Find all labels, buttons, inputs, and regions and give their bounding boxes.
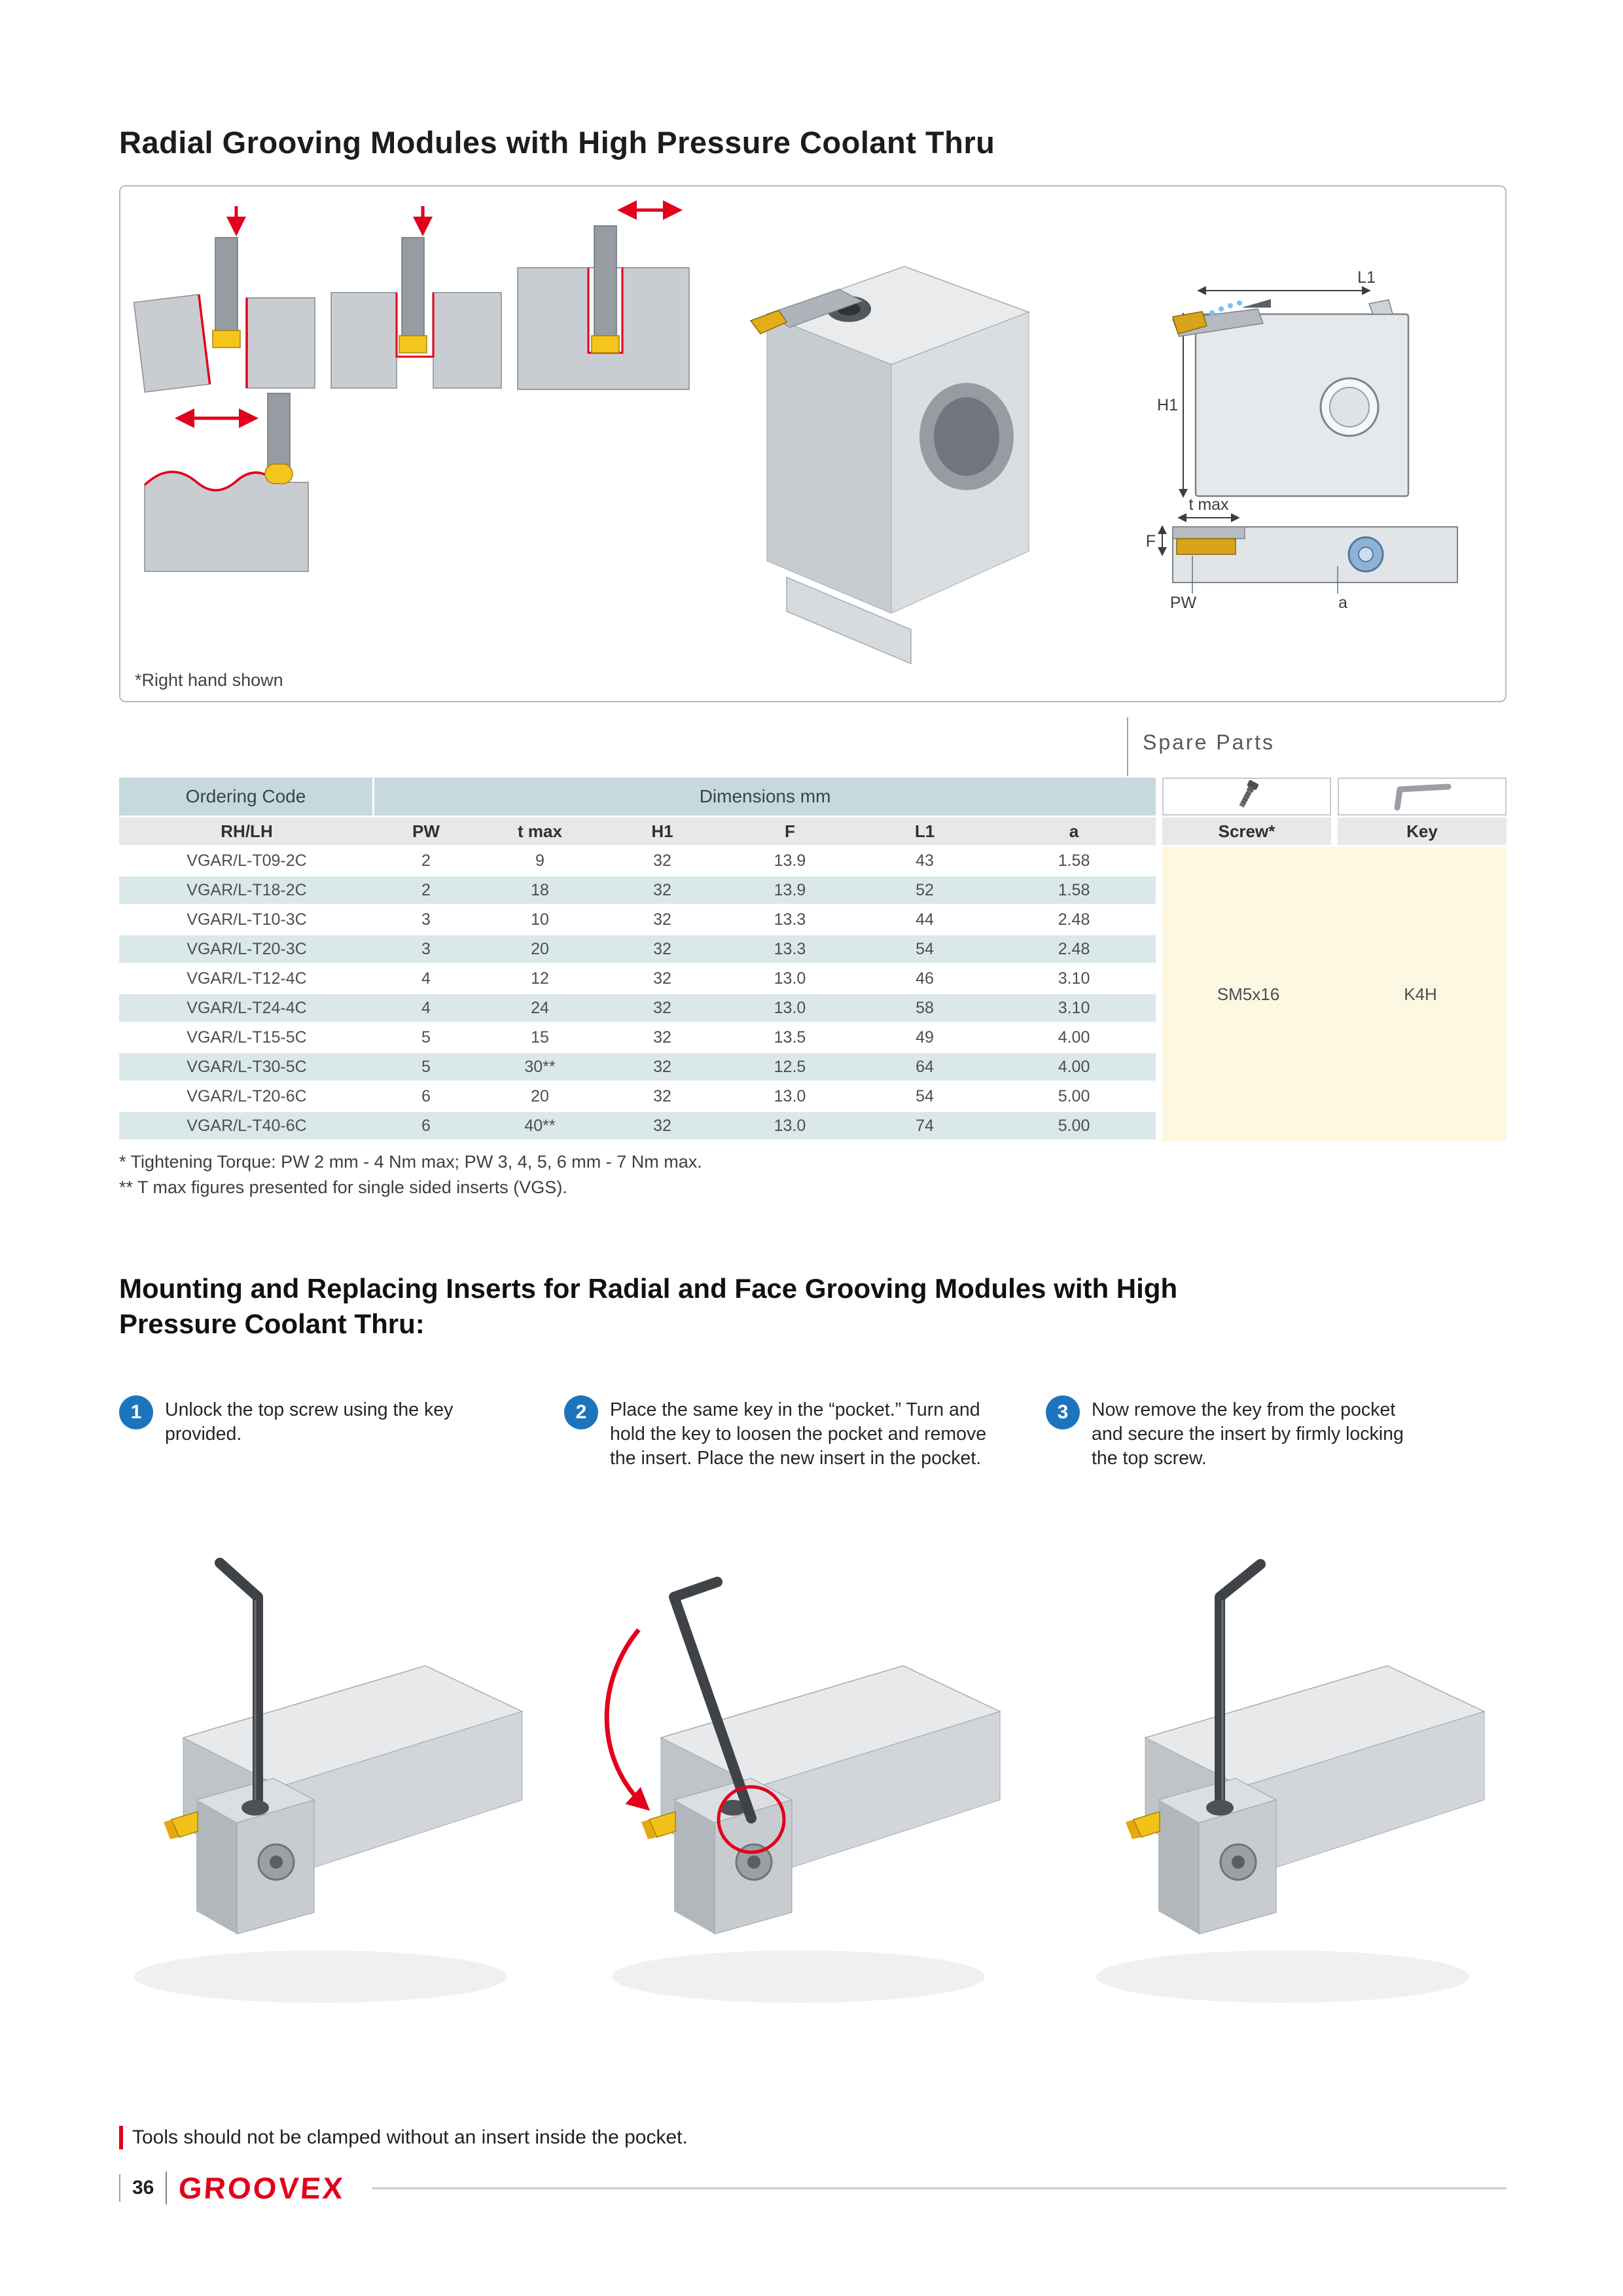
spare-headers-row [1162, 817, 1507, 845]
page-footer [119, 2170, 1507, 2206]
cell-l1: 74 [857, 1112, 992, 1141]
screw-icon [1226, 779, 1268, 814]
warning-text: Tools should not be clamped without an insert inside the pocket. [132, 2126, 688, 2148]
cell-pw: 5 [374, 1053, 478, 1083]
cell-l1: 54 [857, 935, 992, 965]
cell-code: VGAR/L-T18-2C [119, 876, 374, 906]
mini-diagram-grooving [331, 206, 501, 388]
warning-accent-bar [119, 2126, 123, 2149]
cell-tmax: 10 [478, 906, 602, 935]
step-2-text: Place the same key in the “pocket.” Turn and hold the key to loosen the pocket and remove the insert. Place the new insert in the pocket. [610, 1399, 987, 1469]
figure-illustrations [120, 187, 1505, 701]
cell-tmax: 20 [478, 935, 602, 965]
dim-label-h1: H1 [1157, 396, 1178, 414]
cell-code: VGAR/L-T10-3C [119, 906, 374, 935]
table-row [119, 965, 1156, 994]
cell-a: 2.48 [992, 935, 1156, 965]
cell-a: 3.10 [992, 965, 1156, 994]
col-h1: H1 [602, 817, 722, 847]
step-3 [1046, 1395, 1419, 1471]
cell-f: 13.0 [722, 994, 857, 1024]
heading-part-2: and [670, 1273, 735, 1304]
cell-h1: 32 [602, 965, 722, 994]
cell-pw: 6 [374, 1083, 478, 1112]
heading-bold-radial: Radial [588, 1273, 671, 1304]
cell-f: 13.0 [722, 1112, 857, 1141]
figure-box [119, 185, 1507, 702]
table-footnotes [119, 1149, 702, 1200]
cell-tmax: 15 [478, 1024, 602, 1053]
heading-part-3: Modules with High [927, 1273, 1178, 1304]
spare-icons-row [1162, 778, 1507, 816]
cell-a: 1.58 [992, 847, 1156, 876]
step-1-text: Unlock the top screw using the key provided. [165, 1399, 454, 1444]
step-3-badge: 3 [1046, 1395, 1080, 1429]
cell-l1: 58 [857, 994, 992, 1024]
figure-note: *Right hand shown [135, 670, 283, 690]
cell-code: VGAR/L-T09-2C [119, 847, 374, 876]
table-row [119, 935, 1156, 965]
cell-tmax: 40** [478, 1112, 602, 1141]
cell-h1: 32 [602, 994, 722, 1024]
cell-pw: 3 [374, 935, 478, 965]
dim-label-f: F [1145, 532, 1156, 550]
groovex-logo: GROOVEX [177, 2171, 346, 2205]
spare-parts-table [1162, 778, 1507, 1141]
cell-h1: 32 [602, 876, 722, 906]
spare-key-value: K4H [1404, 984, 1437, 1004]
table-row [119, 906, 1156, 935]
footer-divider-1 [119, 2174, 120, 2202]
ordering-table [119, 778, 1156, 1141]
table-row [119, 994, 1156, 1024]
footnote-2: ** T max figures presented for single sided inserts (VGS). [119, 1177, 567, 1197]
cell-tmax: 30** [478, 1053, 602, 1083]
col-pw: PW [374, 817, 478, 847]
step-2-badge: 2 [564, 1395, 598, 1429]
cell-code: VGAR/L-T15-5C [119, 1024, 374, 1053]
cell-f: 13.0 [722, 1083, 857, 1112]
cell-l1: 64 [857, 1053, 992, 1083]
cell-pw: 4 [374, 994, 478, 1024]
cell-l1: 46 [857, 965, 992, 994]
cell-code: VGAR/L-T20-3C [119, 935, 374, 965]
cell-tmax: 18 [478, 876, 602, 906]
header-ordering-code: Ordering Code [119, 778, 374, 817]
step-3-text: Now remove the key from the pocket and secure the insert by firmly locking the top screw. [1092, 1399, 1404, 1469]
cell-f: 13.9 [722, 847, 857, 876]
key-icon-cell [1338, 778, 1507, 816]
table-row [119, 1112, 1156, 1141]
col-f: F [722, 817, 857, 847]
cell-pw: 5 [374, 1024, 478, 1053]
cell-l1: 43 [857, 847, 992, 876]
spare-parts-rule [1127, 717, 1128, 776]
cell-a: 4.00 [992, 1024, 1156, 1053]
header-dimensions: Dimensions mm [374, 778, 1156, 817]
table-column-header-row [119, 817, 1156, 847]
step-1-badge: 1 [119, 1395, 153, 1429]
cell-h1: 32 [602, 1024, 722, 1053]
cell-tmax: 12 [478, 965, 602, 994]
cell-l1: 49 [857, 1024, 992, 1053]
footnote-1: * Tightening Torque: PW 2 mm - 4 Nm max; PW 3, 4, 5, 6 mm - 7 Nm max. [119, 1152, 702, 1172]
cell-f: 12.5 [722, 1053, 857, 1083]
col-key: Key [1338, 817, 1507, 845]
cell-code: VGAR/L-T20-6C [119, 1083, 374, 1112]
mini-diagram-parting [134, 206, 315, 392]
cell-f: 13.3 [722, 935, 857, 965]
cell-tmax: 24 [478, 994, 602, 1024]
cell-a: 3.10 [992, 994, 1156, 1024]
heading-bold-face-grooving: Face Grooving [734, 1273, 927, 1304]
schematic-side-view [1146, 495, 1457, 612]
cell-a: 5.00 [992, 1083, 1156, 1112]
screw-icon-cell [1162, 778, 1331, 816]
step-1 [119, 1395, 492, 1446]
col-screw: Screw* [1162, 817, 1331, 845]
section-heading [119, 1271, 1513, 1342]
mini-diagram-side-turning [518, 210, 689, 389]
table-row [119, 847, 1156, 876]
module-3d-render [751, 266, 1029, 664]
step-1-illustration [98, 1512, 543, 2062]
cell-pw: 3 [374, 906, 478, 935]
step-2 [564, 1395, 990, 1471]
cell-f: 13.3 [722, 906, 857, 935]
cell-h1: 32 [602, 1053, 722, 1083]
cell-code: VGAR/L-T30-5C [119, 1053, 374, 1083]
cell-h1: 32 [602, 1083, 722, 1112]
heading-part-4: Pressure Coolant Thru: [119, 1308, 425, 1339]
table-row [119, 1083, 1156, 1112]
schematic-front-view [1157, 268, 1408, 496]
cell-l1: 44 [857, 906, 992, 935]
cell-l1: 54 [857, 1083, 992, 1112]
cell-code: VGAR/L-T40-6C [119, 1112, 374, 1141]
page-title: Radial Grooving Modules with High Pressure Coolant Thru [119, 125, 995, 160]
footer-divider-2 [166, 2172, 167, 2204]
cell-f: 13.9 [722, 876, 857, 906]
cell-pw: 2 [374, 847, 478, 876]
table-row [119, 876, 1156, 906]
cell-code: VGAR/L-T12-4C [119, 965, 374, 994]
table-row [119, 1053, 1156, 1083]
cell-pw: 4 [374, 965, 478, 994]
step-3-illustration [1060, 1512, 1505, 2062]
cell-pw: 6 [374, 1112, 478, 1141]
col-tmax: t max [478, 817, 602, 847]
step-2-illustration [576, 1512, 1021, 2062]
cell-h1: 32 [602, 935, 722, 965]
page-number: 36 [132, 2177, 154, 2198]
col-a: a [992, 817, 1156, 847]
cell-tmax: 9 [478, 847, 602, 876]
col-rh-lh: RH/LH [119, 817, 374, 847]
cell-code: VGAR/L-T24-4C [119, 994, 374, 1024]
cell-pw: 2 [374, 876, 478, 906]
cell-h1: 32 [602, 1112, 722, 1141]
cell-tmax: 20 [478, 1083, 602, 1112]
dim-label-a: a [1338, 594, 1347, 612]
dim-label-pw: PW [1169, 594, 1197, 612]
footer-rule [372, 2187, 1507, 2189]
spare-screw-value: SM5x16 [1217, 984, 1280, 1004]
cell-h1: 32 [602, 906, 722, 935]
cell-a: 4.00 [992, 1053, 1156, 1083]
hex-key-icon [1389, 779, 1455, 814]
heading-part-1: Mounting and Replacing Inserts for [119, 1273, 588, 1304]
mini-diagram-profiling [145, 393, 308, 571]
table-group-header-row [119, 778, 1156, 817]
col-l1: L1 [857, 817, 992, 847]
spare-parts-heading: Spare Parts [1143, 730, 1275, 754]
spare-values-block [1162, 847, 1507, 1141]
warning-note [119, 2126, 688, 2149]
cell-f: 13.0 [722, 965, 857, 994]
cell-a: 2.48 [992, 906, 1156, 935]
dim-label-l1: L1 [1357, 268, 1376, 287]
table-row [119, 1024, 1156, 1053]
cell-a: 5.00 [992, 1112, 1156, 1141]
dim-label-tmax: t max [1188, 495, 1229, 514]
cell-h1: 32 [602, 847, 722, 876]
cell-a: 1.58 [992, 876, 1156, 906]
cell-f: 13.5 [722, 1024, 857, 1053]
cell-l1: 52 [857, 876, 992, 906]
